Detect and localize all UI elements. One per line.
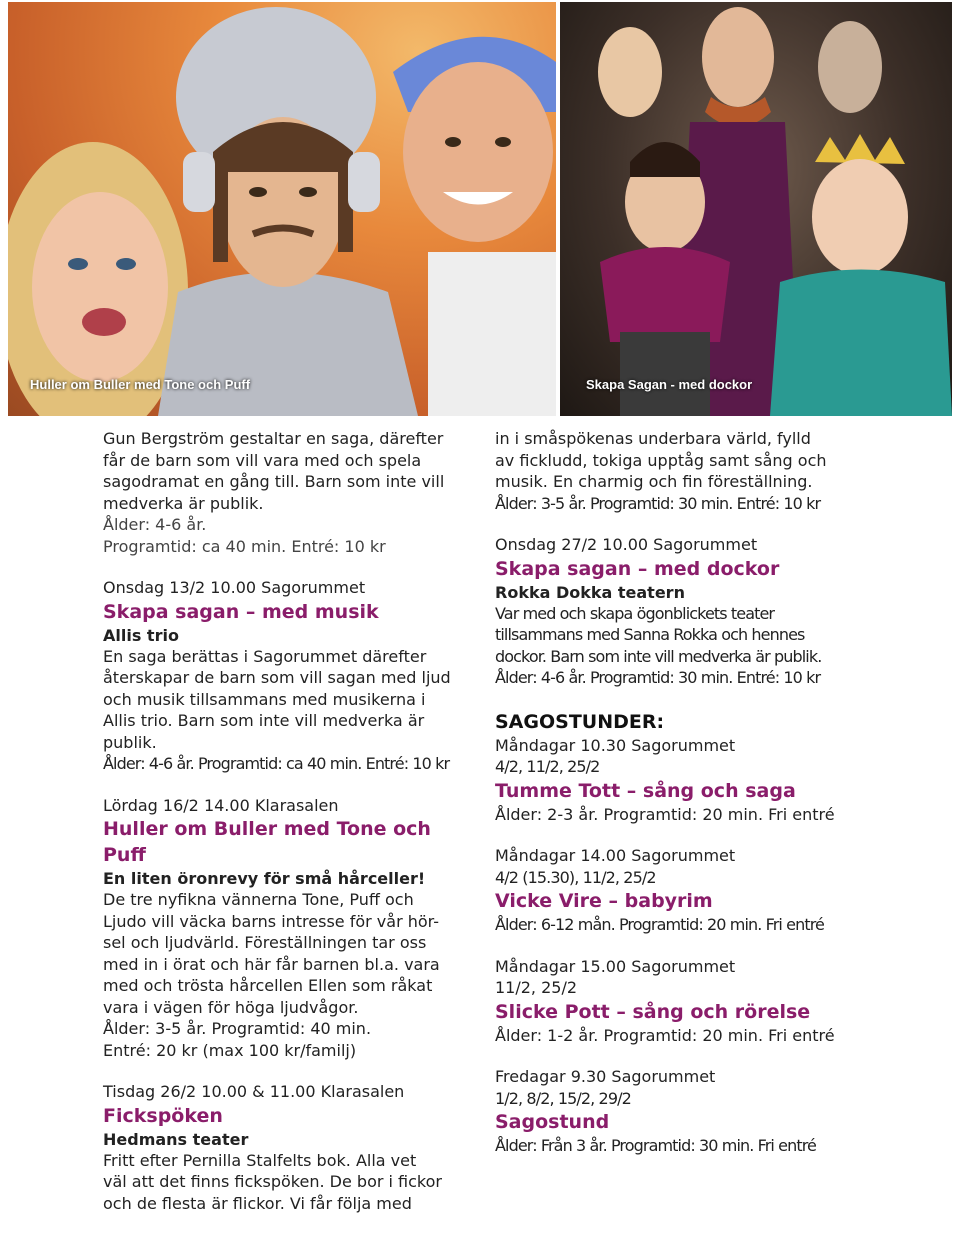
left-column xyxy=(103,428,475,1234)
event-desc-line: tillsammans med Sanna Rokka och hennes xyxy=(495,625,805,644)
event-date: Onsdag 13/2 10.00 Sagorummet xyxy=(103,578,366,597)
sagostund-block xyxy=(495,956,895,1047)
event-date: Lördag 16/2 14.00 Klarasalen xyxy=(103,795,339,815)
event-desc-line: Entré: 20 kr (max 100 kr/familj) xyxy=(103,1040,357,1060)
event-title: Slicke Pott – sång och rörelse xyxy=(495,1000,811,1023)
event-desc-line: och musik tillsammans med musikerna i xyxy=(103,689,426,709)
event-date: Tisdag 26/2 10.00 & 11.00 Klarasalen xyxy=(103,1082,405,1101)
event-performer: Allis trio xyxy=(103,625,179,645)
event-desc-line: publik. xyxy=(103,732,157,752)
event-desc-line: Var med och skapa ögonblickets teater xyxy=(495,603,775,623)
event-desc-line: musik. En charmig och fin föreställning. xyxy=(495,472,813,491)
event-desc-line: De tre nyfikna vännerna Tone, Puff och xyxy=(103,890,414,909)
event-title: Skapa sagan – med dockor xyxy=(495,557,780,580)
event-info: Ålder: Från 3 år. Programtid: 30 min. Fri entré xyxy=(495,1136,816,1155)
event-block xyxy=(495,534,895,689)
event-info: Ålder: 6-12 mån. Programtid: 20 min. Fri entré xyxy=(495,915,824,934)
event-info: Ålder: 3-5 år. Programtid: 30 min. Entré: 10 kr xyxy=(495,493,821,513)
event-info: Ålder: 4-6 år. Programtid: 30 min. Entré: 10 kr xyxy=(495,668,821,687)
event-desc-line: Fritt efter Pernilla Stalfelts bok. Alla vet xyxy=(103,1150,417,1170)
intro-line: Gun Bergström gestaltar en saga, därefter xyxy=(103,429,444,448)
event-desc-line: med och trösta hårcellen Ellen som råkat xyxy=(103,976,433,995)
event-title: Fickspöken xyxy=(103,1104,223,1127)
intro-line: får de barn som vill vara med och spela xyxy=(103,450,422,470)
event-block xyxy=(103,1081,475,1214)
event-desc-line: dockor. Barn som inte vill medverka är publik. xyxy=(495,646,822,666)
event-desc-line: sel och ljudvärld. Föreställningen tar oss xyxy=(103,933,427,952)
event-desc-line: med in i örat och här får barnen bl.a. vara xyxy=(103,954,440,974)
event-desc-line: av fickludd, tokiga upptåg samt sång och xyxy=(495,450,827,470)
event-dates: 11/2, 25/2 xyxy=(495,978,578,997)
intro-line: sagodramat en gång till. Barn som inte vill xyxy=(103,472,445,491)
intro-age: Ålder: 4-6 år. xyxy=(103,515,207,534)
event-desc-line: vara i vägen för höga ljudvågor. xyxy=(103,997,359,1017)
continued-block xyxy=(495,428,895,514)
photo-performers xyxy=(8,2,556,416)
event-title: Skapa sagan – med musik xyxy=(103,600,379,623)
event-date: Måndagar 14.00 Sagorummet xyxy=(495,846,736,865)
intro-line: medverka är publik. xyxy=(103,493,264,513)
event-performer: Hedmans teater xyxy=(103,1129,249,1149)
event-date: Fredagar 9.30 Sagorummet xyxy=(495,1067,716,1086)
event-title: Huller om Buller med Tone och Puff xyxy=(103,818,431,866)
event-desc-line: En saga berättas i Sagorummet därefter xyxy=(103,646,427,666)
intro-block xyxy=(103,428,475,557)
event-block xyxy=(103,795,475,1062)
event-date: Måndagar 15.00 Sagorummet xyxy=(495,956,736,976)
event-desc-line: återskapar de barn som vill sagan med ljud xyxy=(103,668,451,687)
event-title: Vicke Vire – babyrim xyxy=(495,890,713,912)
event-info: Ålder: 1-2 år. Programtid: 20 min. Fri entré xyxy=(495,1025,835,1045)
event-performer: Rokka Dokka teatern xyxy=(495,582,685,602)
event-block xyxy=(103,577,475,775)
intro-time: Programtid: ca 40 min. Entré: 10 kr xyxy=(103,536,386,556)
puppets-illustration xyxy=(560,2,952,416)
sagostund-block xyxy=(495,1066,895,1157)
event-desc-line: och de flesta är flickor. Vi får följa med xyxy=(103,1193,412,1213)
event-title: Sagostund xyxy=(495,1111,610,1133)
sagostund-block xyxy=(495,845,895,936)
event-desc-line: Ålder: 3-5 år. Programtid: 40 min. xyxy=(103,1019,372,1038)
event-date: Måndagar 10.30 Sagorummet xyxy=(495,735,736,755)
photo-puppets xyxy=(560,2,952,416)
event-desc-line: Ljudo vill väcka barns intresse för vår hör- xyxy=(103,911,439,931)
event-dates: 4/2, 11/2, 25/2 xyxy=(495,757,600,776)
event-desc-line: Allis trio. Barn som inte vill medverka är xyxy=(103,711,425,730)
event-desc-line: in i småspökenas underbara värld, fylld xyxy=(495,429,811,448)
section-heading: SAGOSTUNDER: xyxy=(495,710,665,733)
event-info: Ålder: 4-6 år. Programtid: ca 40 min. Entré: 10 kr xyxy=(103,754,450,773)
event-info: Ålder: 2-3 år. Programtid: 20 min. Fri entré xyxy=(495,804,835,824)
performers-illustration xyxy=(8,2,556,416)
photo-caption-right: Skapa Sagan - med dockor xyxy=(586,377,753,392)
event-subtitle: En liten öronrevy för små hårceller! xyxy=(103,869,426,888)
right-column xyxy=(495,428,895,1177)
event-title: Tumme Tott – sång och saga xyxy=(495,779,796,802)
sagostund-block xyxy=(495,709,895,826)
event-date: Onsdag 27/2 10.00 Sagorummet xyxy=(495,535,758,554)
event-desc-line: väl att det finns fickspöken. De bor i fickor xyxy=(103,1172,442,1191)
event-dates: 4/2 (15.30), 11/2, 25/2 xyxy=(495,867,656,887)
photo-caption-left: Huller om Buller med Tone och Puff xyxy=(30,377,251,392)
event-dates: 1/2, 8/2, 15/2, 29/2 xyxy=(495,1088,631,1108)
